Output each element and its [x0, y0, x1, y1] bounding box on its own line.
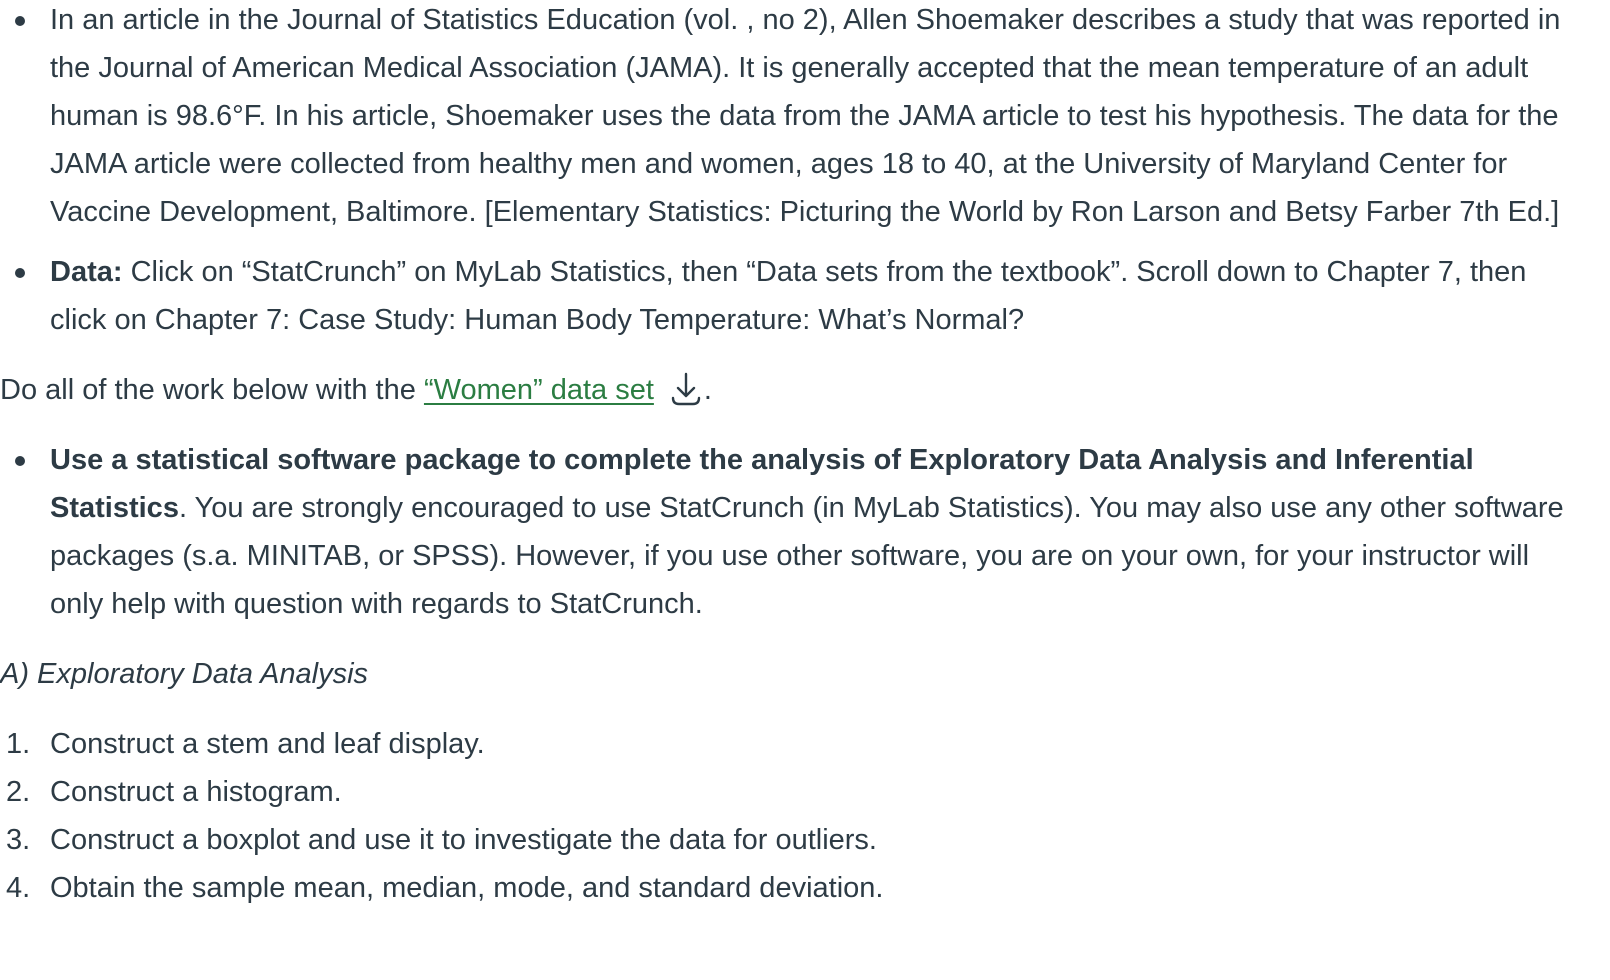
analysis-steps-list: [0, 720, 1610, 912]
intro-bullet-list: [0, 0, 1610, 344]
software-rest-text: . You are strongly encouraged to use StatCrunch (in MyLab Statistics). You may also use any other software packages (s.a. MINITAB, or SPSS). However, if you use other software, you are on your own, for your instructor will only help with question with regards to StatCrunch.: [50, 492, 1564, 620]
software-bullet-list: [0, 436, 1610, 628]
download-icon[interactable]: [668, 368, 704, 408]
women-line-prefix: Do all of the work below with the: [0, 374, 424, 406]
step-item: [0, 768, 1610, 816]
step-text: Construct a stem and leaf display.: [50, 728, 485, 760]
software-bullet: [0, 436, 1610, 628]
step-number: 1.: [6, 728, 31, 760]
intro-study-text: In an article in the Journal of Statistics Education (vol. , no 2), Allen Shoemaker describes a study that was reported in the Journal of American Medical Association (JAMA). It is generally accepted that the mean temperature of an adult human is 98.6°F. In his article, Shoemaker uses the data from the JAMA article to test his hypothesis. The data for the JAMA article were collected from healthy men and women, ages 18 to 40, at the University of Maryland Center for Vaccine Development, Baltimore. [Elementary Statistics: Picturing the World by Ron Larson and Betsy Farber 7th Ed.]: [50, 4, 1561, 228]
step-item: [0, 816, 1610, 864]
intro-bullet-study: [0, 0, 1610, 236]
step-item: [0, 720, 1610, 768]
step-text: Construct a boxplot and use it to investigate the data for outliers.: [50, 824, 877, 856]
women-data-set-link[interactable]: “Women” data set: [423, 374, 654, 406]
data-instructions-text: Click on “StatCrunch” on MyLab Statistics, then “Data sets from the textbook”. Scroll down to Chapter 7, then click on Chapter 7: Case Study: Human Body Temperature: What’s Normal?: [50, 256, 1527, 336]
section-a-heading: A) Exploratory Data Analysis: [0, 658, 369, 690]
intro-bullet-data: [0, 248, 1610, 344]
data-label: Data:: [50, 256, 123, 288]
step-number: 4.: [6, 872, 31, 904]
step-number: 2.: [6, 776, 31, 808]
women-line-suffix: .: [703, 374, 712, 406]
software-bold-text: Use a statistical software package to complete the analysis of Exploratory Data Analysis and Inferential Statistics: [50, 444, 1474, 524]
women-data-line: [0, 366, 1610, 414]
step-item: [0, 864, 1610, 912]
step-text: Obtain the sample mean, median, mode, and standard deviation.: [50, 872, 884, 904]
step-number: 3.: [6, 824, 31, 856]
step-text: Construct a histogram.: [50, 776, 342, 808]
